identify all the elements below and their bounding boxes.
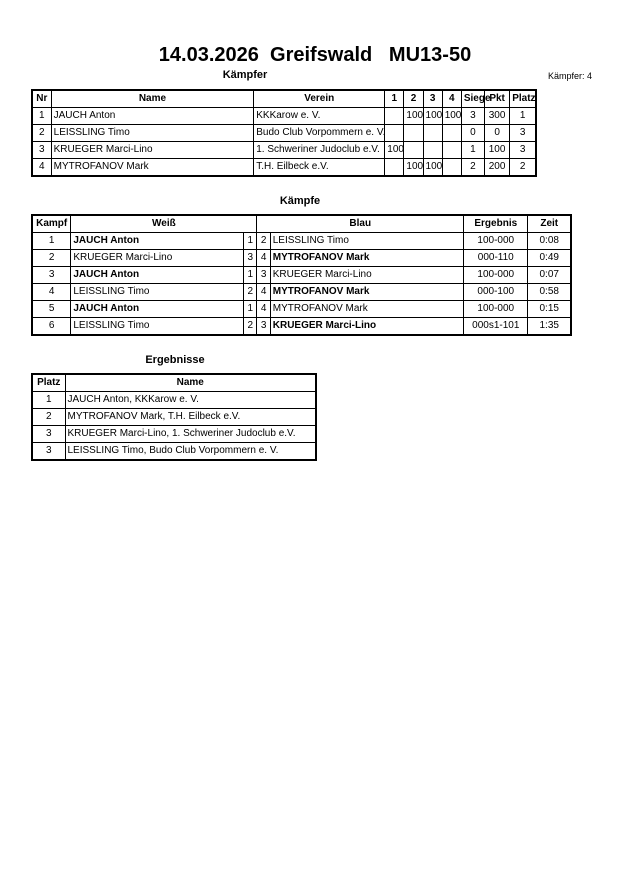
table-row: [32, 426, 316, 443]
results-table: [31, 373, 317, 461]
result-platz: 3: [32, 443, 65, 461]
fight-blue-nr: 4: [257, 284, 270, 301]
fight-number: 2: [32, 250, 71, 267]
fighter-verein: T.H. Eilbeck e.V.: [254, 159, 385, 177]
table-row: [32, 142, 536, 159]
col-blau: Blau: [257, 215, 464, 233]
fighter-round-4: [442, 142, 461, 159]
fighter-name: LEISSLING Timo: [51, 125, 254, 142]
fight-result: 100-000: [464, 233, 528, 250]
fight-result: 100-000: [464, 301, 528, 318]
fight-white-fighter: JAUCH Anton: [71, 267, 244, 284]
fighter-platz: 3: [510, 142, 536, 159]
table-row: [32, 392, 316, 409]
col-round-3: 3: [423, 90, 442, 108]
result-platz: 1: [32, 392, 65, 409]
fight-blue-fighter: KRUEGER Marci-Lino: [270, 318, 463, 336]
table-row: [32, 318, 571, 336]
fight-number: 3: [32, 267, 71, 284]
fight-blue-fighter: MYTROFANOV Mark: [270, 301, 463, 318]
fighter-nr: 2: [32, 125, 51, 142]
col-result-name: Name: [65, 374, 316, 392]
fight-white-fighter: LEISSLING Timo: [71, 284, 244, 301]
table-row: [32, 443, 316, 461]
fight-blue-fighter: LEISSLING Timo: [270, 233, 463, 250]
col-verein: Verein: [254, 90, 385, 108]
fight-blue-nr: 4: [257, 301, 270, 318]
col-result-platz: Platz: [32, 374, 65, 392]
result-platz: 3: [32, 426, 65, 443]
fighter-round-3: [423, 125, 442, 142]
fighters-table: [31, 89, 537, 177]
fighter-siege: 2: [461, 159, 484, 177]
fight-white-nr: 2: [244, 284, 257, 301]
fighter-round-1: [385, 159, 404, 177]
fighter-pkt: 200: [485, 159, 510, 177]
fight-blue-nr: 3: [257, 318, 270, 336]
fight-blue-nr: 3: [257, 267, 270, 284]
fight-white-nr: 2: [244, 318, 257, 336]
fight-time: 0:49: [528, 250, 571, 267]
fighter-platz: 2: [510, 159, 536, 177]
fighter-nr: 4: [32, 159, 51, 177]
fighter-round-4: 100: [442, 108, 461, 125]
fight-white-nr: 3: [244, 250, 257, 267]
fight-blue-nr: 2: [257, 233, 270, 250]
result-platz: 2: [32, 409, 65, 426]
fighter-pkt: 100: [485, 142, 510, 159]
fight-result: 100-000: [464, 267, 528, 284]
fighter-siege: 0: [461, 125, 484, 142]
fights-header-row: [32, 215, 571, 233]
result-name: LEISSLING Timo, Budo Club Vorpommern e. V.: [65, 443, 316, 461]
fighter-verein: KKKarow e. V.: [254, 108, 385, 125]
fighter-round-4: [442, 159, 461, 177]
fighter-siege: 1: [461, 142, 484, 159]
fights-table: [31, 214, 572, 336]
fighter-round-2: [404, 142, 423, 159]
fighter-platz: 1: [510, 108, 536, 125]
table-row: [32, 284, 571, 301]
fight-result: 000-110: [464, 250, 528, 267]
table-row: [32, 250, 571, 267]
fighter-name: JAUCH Anton: [51, 108, 254, 125]
fight-time: 0:58: [528, 284, 571, 301]
fight-time: 1:35: [528, 318, 571, 336]
col-nr: Nr: [32, 90, 51, 108]
fight-white-fighter: LEISSLING Timo: [71, 318, 244, 336]
fighters-heading: Kämpfer: [222, 69, 268, 81]
col-round-2: 2: [404, 90, 423, 108]
col-round-1: 1: [385, 90, 404, 108]
fights-heading: Kämpfe: [279, 195, 321, 207]
fighter-verein: Budo Club Vorpommern e. V.: [254, 125, 385, 142]
fighter-count: Kämpfer: 4: [548, 71, 593, 81]
fight-time: 0:08: [528, 233, 571, 250]
fighter-round-3: 100: [423, 108, 442, 125]
fighter-pkt: 300: [485, 108, 510, 125]
col-siege: Siege: [461, 90, 484, 108]
fight-blue-fighter: MYTROFANOV Mark: [270, 284, 463, 301]
fight-number: 1: [32, 233, 71, 250]
result-name: MYTROFANOV Mark, T.H. Eilbeck e.V.: [65, 409, 316, 426]
fight-white-nr: 1: [244, 267, 257, 284]
fighter-pkt: 0: [485, 125, 510, 142]
col-kampf: Kampf: [32, 215, 71, 233]
fighter-round-1: 100: [385, 142, 404, 159]
fight-result: 000-100: [464, 284, 528, 301]
fight-white-fighter: KRUEGER Marci-Lino: [71, 250, 244, 267]
fight-blue-fighter: KRUEGER Marci-Lino: [270, 267, 463, 284]
fight-time: 0:15: [528, 301, 571, 318]
col-zeit: Zeit: [528, 215, 571, 233]
col-weiss: Weiß: [71, 215, 257, 233]
fighter-round-1: [385, 125, 404, 142]
fighter-verein: 1. Schweriner Judoclub e.V.: [254, 142, 385, 159]
table-row: [32, 108, 536, 125]
col-platz: Platz: [510, 90, 536, 108]
col-ergebnis: Ergebnis: [464, 215, 528, 233]
result-name: JAUCH Anton, KKKarow e. V.: [65, 392, 316, 409]
fight-blue-fighter: MYTROFANOV Mark: [270, 250, 463, 267]
results-heading: Ergebnisse: [145, 354, 205, 366]
fighters-header-row: [32, 90, 536, 108]
fighter-round-2: 100: [404, 159, 423, 177]
table-row: [32, 125, 536, 142]
fighter-round-3: [423, 142, 442, 159]
fight-time: 0:07: [528, 267, 571, 284]
fight-number: 4: [32, 284, 71, 301]
fighter-nr: 3: [32, 142, 51, 159]
fighter-round-3: 100: [423, 159, 442, 177]
fighter-round-1: [385, 108, 404, 125]
page-title: 14.03.2026 Greifswald MU13-50: [158, 44, 472, 66]
table-row: [32, 409, 316, 426]
fight-number: 5: [32, 301, 71, 318]
table-row: [32, 267, 571, 284]
fight-white-nr: 1: [244, 233, 257, 250]
fight-number: 6: [32, 318, 71, 336]
fight-blue-nr: 4: [257, 250, 270, 267]
fighter-siege: 3: [461, 108, 484, 125]
results-header-row: [32, 374, 316, 392]
col-round-4: 4: [442, 90, 461, 108]
fighter-nr: 1: [32, 108, 51, 125]
fight-white-nr: 1: [244, 301, 257, 318]
table-row: [32, 159, 536, 177]
table-row: [32, 301, 571, 318]
table-row: [32, 233, 571, 250]
fighter-name: KRUEGER Marci-Lino: [51, 142, 254, 159]
fighter-platz: 3: [510, 125, 536, 142]
fighter-round-2: 100: [404, 108, 423, 125]
result-name: KRUEGER Marci-Lino, 1. Schweriner Judoclub e.V.: [65, 426, 316, 443]
fight-white-fighter: JAUCH Anton: [71, 233, 244, 250]
fighter-round-4: [442, 125, 461, 142]
fighter-round-2: [404, 125, 423, 142]
col-pkt: Pkt: [485, 90, 510, 108]
fighter-name: MYTROFANOV Mark: [51, 159, 254, 177]
fight-white-fighter: JAUCH Anton: [71, 301, 244, 318]
fight-result: 000s1-101: [464, 318, 528, 336]
col-name: Name: [51, 90, 254, 108]
